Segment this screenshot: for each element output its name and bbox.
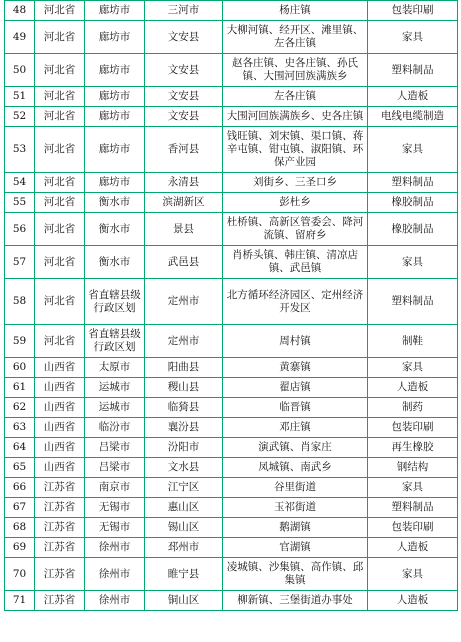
province-cell: 江苏省 bbox=[35, 538, 85, 558]
table-row bbox=[5, 193, 458, 213]
towns-cell: 翟店镇 bbox=[223, 378, 368, 398]
province-cell: 山西省 bbox=[35, 458, 85, 478]
towns-cell: 杨庄镇 bbox=[223, 1, 368, 21]
city-cell: 太原市 bbox=[85, 358, 145, 378]
city-cell: 南京市 bbox=[85, 478, 145, 498]
industry-cell: 人造板 bbox=[368, 87, 458, 107]
towns-cell: 肖桥头镇、韩庄镇、清凉店镇、武邑镇 bbox=[223, 246, 368, 279]
row-number: 53 bbox=[5, 127, 35, 173]
table-row bbox=[5, 127, 458, 173]
city-cell: 衡水市 bbox=[85, 213, 145, 246]
industry-cell: 包装印刷 bbox=[368, 1, 458, 21]
towns-cell: 官湖镇 bbox=[223, 538, 368, 558]
province-cell: 河北省 bbox=[35, 325, 85, 358]
province-cell: 江苏省 bbox=[35, 558, 85, 591]
county-cell: 江宁区 bbox=[145, 478, 223, 498]
industry-cell: 橡胶制品 bbox=[368, 193, 458, 213]
city-cell: 吕梁市 bbox=[85, 458, 145, 478]
industry-cell: 再生橡胶 bbox=[368, 438, 458, 458]
county-cell: 文安县 bbox=[145, 107, 223, 127]
province-cell: 河北省 bbox=[35, 127, 85, 173]
table-row bbox=[5, 246, 458, 279]
province-cell: 山西省 bbox=[35, 398, 85, 418]
row-number: 56 bbox=[5, 213, 35, 246]
table-row bbox=[5, 1, 458, 21]
row-number: 71 bbox=[5, 591, 35, 611]
row-number: 67 bbox=[5, 498, 35, 518]
industry-cell: 橡胶制品 bbox=[368, 213, 458, 246]
province-cell: 河北省 bbox=[35, 279, 85, 325]
county-cell: 睢宁县 bbox=[145, 558, 223, 591]
province-cell: 河北省 bbox=[35, 21, 85, 54]
industry-cell: 塑料制品 bbox=[368, 279, 458, 325]
table-row bbox=[5, 173, 458, 193]
towns-cell: 黄寨镇 bbox=[223, 358, 368, 378]
row-number: 64 bbox=[5, 438, 35, 458]
towns-cell: 鹅湖镇 bbox=[223, 518, 368, 538]
row-number: 49 bbox=[5, 21, 35, 54]
province-cell: 山西省 bbox=[35, 378, 85, 398]
county-cell: 文安县 bbox=[145, 54, 223, 87]
towns-cell: 大柳河镇、经开区、滩里镇、左各庄镇 bbox=[223, 21, 368, 54]
city-cell: 徐州市 bbox=[85, 558, 145, 591]
county-cell: 滨湖新区 bbox=[145, 193, 223, 213]
county-cell: 永清县 bbox=[145, 173, 223, 193]
towns-cell: 刘街乡、三圣口乡 bbox=[223, 173, 368, 193]
row-number: 60 bbox=[5, 358, 35, 378]
table-row bbox=[5, 54, 458, 87]
province-cell: 河北省 bbox=[35, 193, 85, 213]
industry-cell: 人造板 bbox=[368, 378, 458, 398]
towns-cell: 临晋镇 bbox=[223, 398, 368, 418]
towns-cell: 邓庄镇 bbox=[223, 418, 368, 438]
towns-cell: 周村镇 bbox=[223, 325, 368, 358]
county-cell: 阳曲县 bbox=[145, 358, 223, 378]
row-number: 65 bbox=[5, 458, 35, 478]
city-cell: 衡水市 bbox=[85, 193, 145, 213]
towns-cell: 左各庄镇 bbox=[223, 87, 368, 107]
city-cell: 无锡市 bbox=[85, 518, 145, 538]
industry-cell: 家具 bbox=[368, 478, 458, 498]
city-cell: 无锡市 bbox=[85, 498, 145, 518]
table-row bbox=[5, 498, 458, 518]
towns-cell: 杜桥镇、高新区管委会、降河流镇、留府乡 bbox=[223, 213, 368, 246]
city-cell: 徐州市 bbox=[85, 538, 145, 558]
towns-cell: 凤城镇、南武乡 bbox=[223, 458, 368, 478]
table-row bbox=[5, 279, 458, 325]
county-cell: 临猗县 bbox=[145, 398, 223, 418]
table-row bbox=[5, 378, 458, 398]
table-row bbox=[5, 558, 458, 591]
towns-cell: 凌城镇、沙集镇、高作镇、邱集镇 bbox=[223, 558, 368, 591]
row-number: 70 bbox=[5, 558, 35, 591]
row-number: 63 bbox=[5, 418, 35, 438]
row-number: 61 bbox=[5, 378, 35, 398]
province-cell: 河北省 bbox=[35, 246, 85, 279]
county-cell: 武邑县 bbox=[145, 246, 223, 279]
province-cell: 河北省 bbox=[35, 173, 85, 193]
province-cell: 河北省 bbox=[35, 213, 85, 246]
city-cell: 廊坊市 bbox=[85, 127, 145, 173]
county-cell: 惠山区 bbox=[145, 498, 223, 518]
county-cell: 文安县 bbox=[145, 87, 223, 107]
table-row bbox=[5, 107, 458, 127]
province-cell: 江苏省 bbox=[35, 591, 85, 611]
towns-cell: 大围河回族满族乡、史各庄镇 bbox=[223, 107, 368, 127]
province-cell: 山西省 bbox=[35, 438, 85, 458]
province-cell: 山西省 bbox=[35, 358, 85, 378]
row-number: 48 bbox=[5, 1, 35, 21]
towns-cell: 钱旺镇、刘宋镇、渠口镇、蒋辛屯镇、钳屯镇、淑阳镇、环保产业园 bbox=[223, 127, 368, 173]
towns-cell: 赵各庄镇、史各庄镇、孙氏镇、大围河回族满族乡 bbox=[223, 54, 368, 87]
province-cell: 河北省 bbox=[35, 87, 85, 107]
province-cell: 江苏省 bbox=[35, 478, 85, 498]
industry-cell: 人造板 bbox=[368, 591, 458, 611]
industry-cell: 制鞋 bbox=[368, 325, 458, 358]
table-row bbox=[5, 591, 458, 611]
province-cell: 江苏省 bbox=[35, 518, 85, 538]
table-row bbox=[5, 325, 458, 358]
table-row bbox=[5, 518, 458, 538]
city-cell: 省直辖县级行政区划 bbox=[85, 279, 145, 325]
city-cell: 运城市 bbox=[85, 378, 145, 398]
industry-cell: 电线电缆制造 bbox=[368, 107, 458, 127]
table-row bbox=[5, 21, 458, 54]
city-cell: 廊坊市 bbox=[85, 21, 145, 54]
industry-cell: 家具 bbox=[368, 358, 458, 378]
table-row bbox=[5, 418, 458, 438]
towns-cell: 彭杜乡 bbox=[223, 193, 368, 213]
province-cell: 河北省 bbox=[35, 107, 85, 127]
county-cell: 文水县 bbox=[145, 458, 223, 478]
row-number: 57 bbox=[5, 246, 35, 279]
city-cell: 徐州市 bbox=[85, 591, 145, 611]
row-number: 69 bbox=[5, 538, 35, 558]
city-cell: 运城市 bbox=[85, 398, 145, 418]
industry-cell: 塑料制品 bbox=[368, 173, 458, 193]
towns-cell: 玉祁街道 bbox=[223, 498, 368, 518]
towns-cell: 演武镇、肖家庄 bbox=[223, 438, 368, 458]
industry-cell: 制药 bbox=[368, 398, 458, 418]
county-cell: 景县 bbox=[145, 213, 223, 246]
row-number: 54 bbox=[5, 173, 35, 193]
enterprise-cluster-table bbox=[4, 0, 458, 611]
row-number: 58 bbox=[5, 279, 35, 325]
row-number: 68 bbox=[5, 518, 35, 538]
city-cell: 临汾市 bbox=[85, 418, 145, 438]
table-row bbox=[5, 478, 458, 498]
industry-cell: 家具 bbox=[368, 558, 458, 591]
county-cell: 襄汾县 bbox=[145, 418, 223, 438]
row-number: 59 bbox=[5, 325, 35, 358]
table-row bbox=[5, 458, 458, 478]
province-cell: 山西省 bbox=[35, 418, 85, 438]
industry-cell: 塑料制品 bbox=[368, 54, 458, 87]
province-cell: 河北省 bbox=[35, 1, 85, 21]
row-number: 55 bbox=[5, 193, 35, 213]
county-cell: 稷山县 bbox=[145, 378, 223, 398]
city-cell: 廊坊市 bbox=[85, 1, 145, 21]
county-cell: 定州市 bbox=[145, 279, 223, 325]
province-cell: 江苏省 bbox=[35, 498, 85, 518]
industry-cell: 塑料制品 bbox=[368, 498, 458, 518]
county-cell: 锡山区 bbox=[145, 518, 223, 538]
industry-cell: 家具 bbox=[368, 21, 458, 54]
city-cell: 吕梁市 bbox=[85, 438, 145, 458]
table-row bbox=[5, 87, 458, 107]
towns-cell: 北方循环经济园区、定州经济开发区 bbox=[223, 279, 368, 325]
city-cell: 廊坊市 bbox=[85, 54, 145, 87]
row-number: 66 bbox=[5, 478, 35, 498]
province-cell: 河北省 bbox=[35, 54, 85, 87]
table-row bbox=[5, 213, 458, 246]
city-cell: 廊坊市 bbox=[85, 107, 145, 127]
table-row bbox=[5, 438, 458, 458]
industry-cell: 家具 bbox=[368, 127, 458, 173]
table-row bbox=[5, 538, 458, 558]
row-number: 62 bbox=[5, 398, 35, 418]
towns-cell: 谷里街道 bbox=[223, 478, 368, 498]
county-cell: 文安县 bbox=[145, 21, 223, 54]
county-cell: 铜山区 bbox=[145, 591, 223, 611]
industry-cell: 包装印刷 bbox=[368, 518, 458, 538]
table-body bbox=[5, 1, 458, 611]
industry-cell: 包装印刷 bbox=[368, 418, 458, 438]
city-cell: 省直辖县级行政区划 bbox=[85, 325, 145, 358]
industry-cell: 钢结构 bbox=[368, 458, 458, 478]
city-cell: 廊坊市 bbox=[85, 173, 145, 193]
county-cell: 香河县 bbox=[145, 127, 223, 173]
row-number: 52 bbox=[5, 107, 35, 127]
industry-cell: 人造板 bbox=[368, 538, 458, 558]
table-row bbox=[5, 358, 458, 378]
industry-cell: 家具 bbox=[368, 246, 458, 279]
county-cell: 邳州市 bbox=[145, 538, 223, 558]
table-row bbox=[5, 398, 458, 418]
city-cell: 衡水市 bbox=[85, 246, 145, 279]
county-cell: 汾阳市 bbox=[145, 438, 223, 458]
county-cell: 定州市 bbox=[145, 325, 223, 358]
row-number: 50 bbox=[5, 54, 35, 87]
county-cell: 三河市 bbox=[145, 1, 223, 21]
towns-cell: 柳新镇、三堡街道办事处 bbox=[223, 591, 368, 611]
city-cell: 廊坊市 bbox=[85, 87, 145, 107]
row-number: 51 bbox=[5, 87, 35, 107]
